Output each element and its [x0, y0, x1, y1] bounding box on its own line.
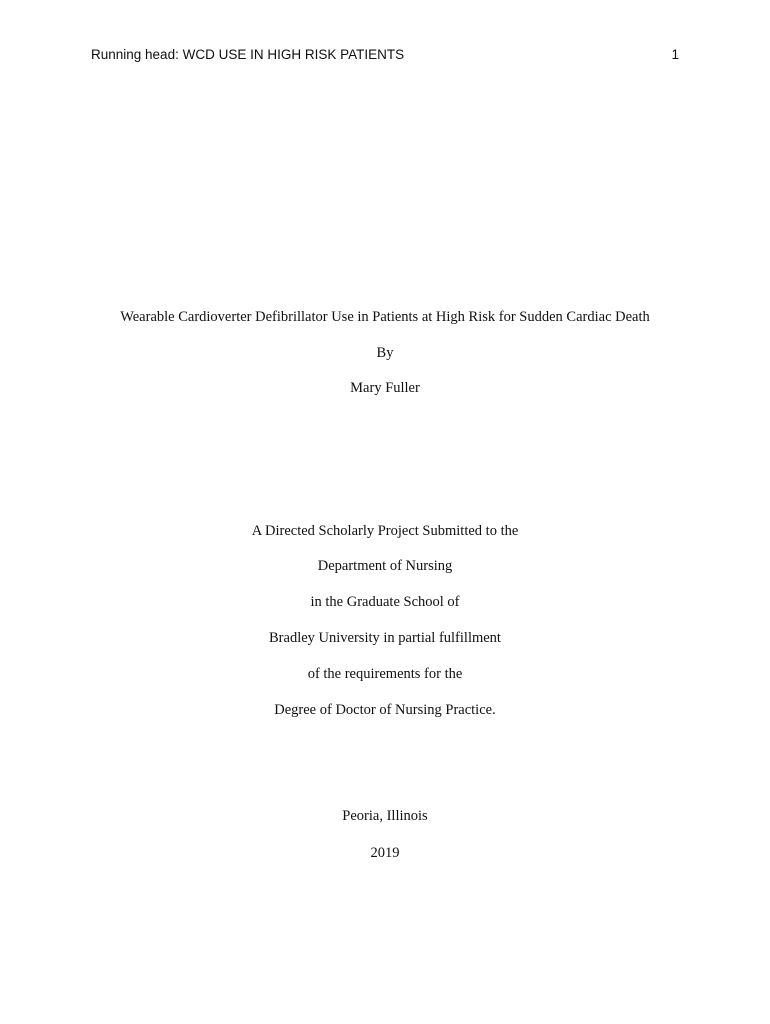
submission-line-1: A Directed Scholarly Project Submitted to the [251, 523, 519, 539]
submission-line-6: Degree of Doctor of Nursing Practice. [274, 702, 496, 718]
location-place: Peoria, Illinois [342, 808, 428, 824]
page-number: 1 [671, 47, 679, 62]
submission-line-2: Department of Nursing [317, 558, 453, 574]
by-line: By [376, 345, 394, 361]
submission-line-5: of the requirements for the [307, 666, 463, 682]
submission-line-4: Bradley University in partial fulfillment [269, 630, 501, 646]
running-head: Running head: WCD USE IN HIGH RISK PATIENTS [91, 47, 405, 62]
document-title: Wearable Cardioverter Defibrillator Use in Patients at High Risk for Sudden Cardiac Death [120, 309, 650, 325]
author-name: Mary Fuller [350, 380, 420, 396]
submission-line-3: in the Graduate School of [310, 594, 460, 610]
location-year: 2019 [370, 845, 400, 861]
